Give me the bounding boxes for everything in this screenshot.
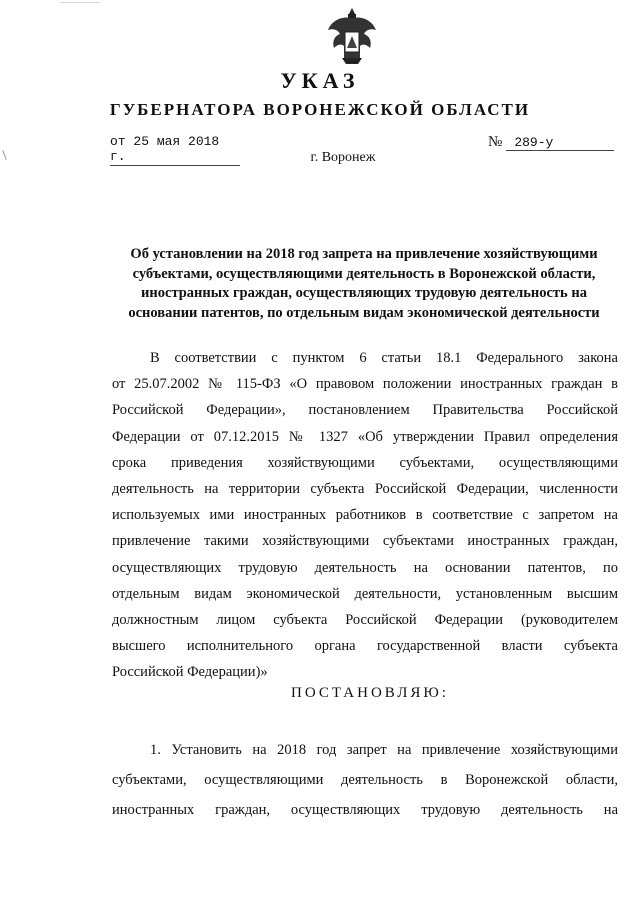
preamble-line: должностным лицом субъекта Российской Федерации (руководителем	[112, 611, 618, 628]
clause-1-paragraph	[112, 735, 618, 825]
document-number	[488, 134, 614, 151]
preamble-line: Федерации от 07.12.2015 № 1327 «Об утверждении Правил определения	[112, 428, 618, 445]
clause-line: иностранных граждан, осуществляющих трудовую деятельность на	[112, 802, 618, 818]
coat-of-arms-emblem-icon	[324, 6, 380, 66]
preamble-line: В соответствии с пунктом 6 статьи 18.1 Федерального закона	[150, 350, 618, 366]
scan-artifact	[60, 2, 100, 3]
preamble-line: привлечение такими хозяйствующими субъектами иностранных граждан,	[112, 533, 618, 550]
number-sign: №	[488, 134, 503, 150]
preamble-line: деятельность на территории субъекта Российской Федерации, численности	[112, 480, 618, 497]
document-type-heading: УКАЗ	[280, 68, 360, 93]
clause-line: 1. Установить на 2018 год запрет на привлечение хозяйствующими	[150, 742, 618, 758]
issue-city: г. Воронеж	[310, 150, 376, 165]
title-line: Об установлении на 2018 год запрета на привлечение хозяйствующими	[130, 246, 598, 262]
number-value: 289-у	[506, 135, 614, 151]
date-value: 25 мая 2018 г.	[110, 134, 220, 164]
title-line: основании патентов, по отдельным видам экономической деятельности	[128, 304, 600, 321]
date-prefix: от	[110, 134, 126, 149]
document-title	[112, 245, 616, 323]
preamble-line: Российской Федерации)»	[112, 664, 268, 681]
title-line: субъектами, осуществляющими деятельность в Воронежской области,	[132, 265, 596, 282]
title-line: иностранных граждан, осуществляющих трудовую деятельность на	[141, 285, 587, 301]
preamble-paragraph	[112, 345, 618, 685]
issuing-authority-heading: ГУБЕРНАТОРА ВОРОНЕЖСКОЙ ОБЛАСТИ	[109, 100, 531, 119]
preamble-line: от 25.07.2002 № 115-ФЗ «О правовом положении иностранных граждан в	[112, 376, 618, 393]
preamble-line: отдельным видам экономической деятельности, установленным высшим	[112, 585, 618, 602]
preamble-line: высшего исполнительного органа государственной власти субъекта	[112, 638, 618, 655]
decree-word: ПОСТАНОВЛЯЮ:	[291, 685, 449, 701]
preamble-line: Российской Федерации», постановлением Правительства Российской	[112, 402, 618, 419]
preamble-line: используемых ими иностранных работников в соответствие с запретом на	[112, 507, 618, 524]
preamble-line: срока приведения хозяйствующими субъектами, осуществляющими	[112, 454, 618, 471]
clause-line: субъектами, осуществляющими деятельность в Воронежской области,	[112, 772, 618, 788]
preamble-line: осуществляющих трудовую деятельность на основании патентов, по	[112, 559, 618, 576]
